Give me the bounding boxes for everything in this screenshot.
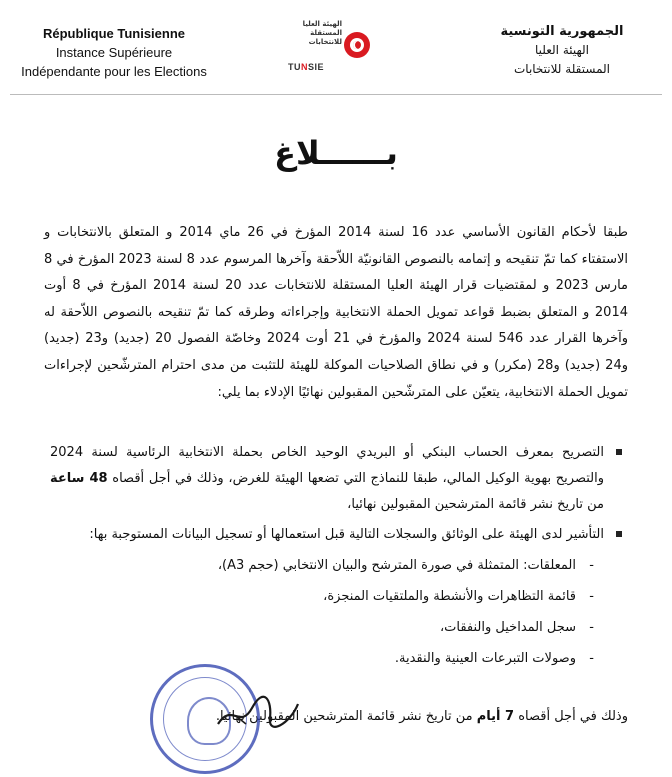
bullet-1-tail: من تاريخ نشر قائمة المترشحين المقبولين نهائيا، [347, 497, 604, 512]
tunisia-flag-icon [344, 32, 370, 58]
header-ar-country: الجمهورية التونسية [500, 24, 624, 39]
header-fr-instance: Instance Supérieure [55, 45, 173, 60]
closing-deadline: 7 أيام [476, 709, 515, 724]
bullet-1-text: التصريح بمعرف الحساب البنكي أو البريدي الوحيد الخاص بحملة الانتخابية الرئاسية لسنة 2024 والتصريح بهوية الوكيل المالي، طبقا للنماذج التي تضعها الهيئة للغرض، وذلك في أجل أقصاه [50, 445, 604, 486]
header-ar-elections: المستقلة للانتخابات [513, 62, 611, 76]
documents-sublist [50, 550, 604, 674]
sub-item-posters: - المعلقات: المتمثلة في صورة المترشح والبيان الانتخابي (حجم A3)، [50, 550, 604, 581]
header-french [14, 24, 214, 81]
logo-arabic-text: الهيئة العليا المستقلة للانتخابات [302, 20, 342, 46]
bullet-2-text: التأشير لدى الهيئة على الوثائق والسجلات التالية قبل استعمالها أو تسجيل البيانات المستوجبة بها: [89, 527, 604, 542]
closing-suffix: من تاريخ نشر قائمة المترشحين المقبولين نهائيا. [215, 709, 473, 724]
logo-acronym-b: N [301, 62, 308, 72]
sub-item-receipts: - وصولات التبرعات العينية والنقدية. [50, 643, 604, 674]
logo-acronym-a: TU [288, 62, 301, 72]
header-divider [10, 94, 662, 95]
closing-line [44, 704, 628, 730]
sub-item-events: - قائمة التظاهرات والأنشطة والملتقيات المنجزة، [50, 581, 604, 612]
bullet-1-deadline: 48 ساعة [50, 471, 108, 486]
document-title: بــــــلاغ [274, 134, 398, 172]
requirements-list [50, 440, 644, 678]
list-item [50, 440, 644, 518]
list-item [50, 522, 644, 674]
header-fr-country: République Tunisienne [42, 26, 186, 41]
body-paragraph: طبقا لأحكام القانون الأساسي عدد 16 لسنة 2014 المؤرخ في 26 ماي 2014 و المتعلق بالانتخابات و الاستفتاء كما تمّ تنقيحه و إتمامه بالنصوص القانونيّة اللاّحقة وآخرها المرسوم عدد 8 لسنة 2023 المؤرخ في 8 مارس 2023 و لمقتضيات قرار الهيئة العليا المستقلة للانتخابات عدد 20 لسنة 2014 المؤرخ في 8 أوت 2014 و المتعلق بضبط قواعد تمويل الحملة الانتخابية وإجراءاته وطرقه كما تمّ تنقيحه بالنصوص اللاّحقة له وآخرها القرار عدد 546 لسنة 2024 والمؤرخ في 21 أوت 2024 وخاصّة الفصول 20 (جديد) و23 (جديد) و24 (جديد) و28 (مكرر) و في نطاق الصلاحيات الموكلة للهيئة للتثبت من مدى احترام المترشّحين لإجراءات تمويل الحملة الانتخابية، يتعيّن على المترشّحين المقبولين نهائيًا الإدلاء بما يلي: [44, 225, 629, 400]
header-ar-instance: الهيئة العليا [534, 43, 590, 57]
logo-acronym [288, 62, 358, 72]
sub-item-ledger: - سجل المداخيل والنفقات، [50, 612, 604, 643]
header-arabic [462, 22, 662, 79]
logo-acronym-c: SIE [308, 62, 325, 72]
signature-icon [212, 694, 302, 734]
closing-prefix: وذلك في أجل أقصاه [518, 709, 628, 724]
header-fr-elections: Indépendante pour les Elections [21, 64, 207, 79]
isie-logo [282, 16, 374, 76]
